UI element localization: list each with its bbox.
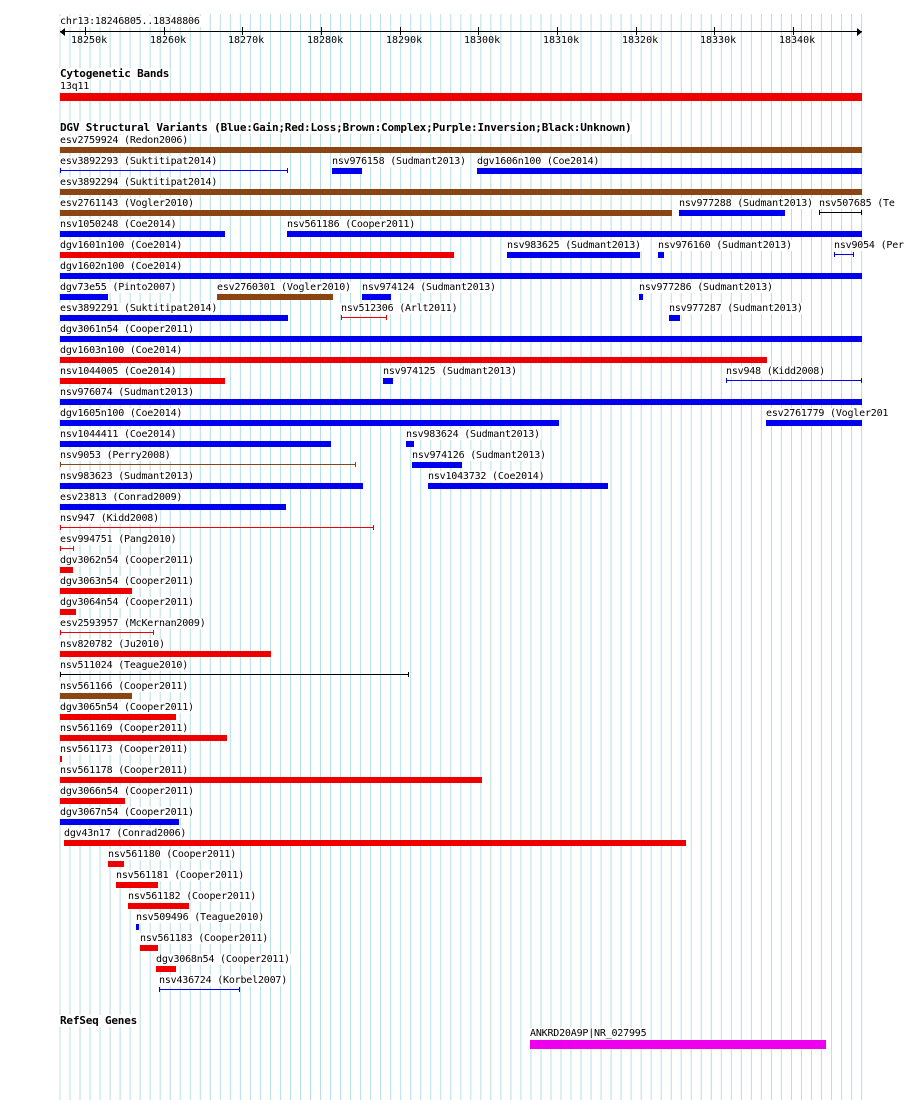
ruler-tick <box>242 27 243 35</box>
variant-bar[interactable] <box>60 210 672 216</box>
ruler-tick <box>478 27 479 35</box>
variant-bar[interactable] <box>60 420 559 426</box>
variant-label[interactable]: nsv512306 (Arlt2011) <box>341 303 458 314</box>
variant-label[interactable]: esv23813 (Conrad2009) <box>60 492 183 503</box>
variant-label[interactable]: dgv3066n54 (Cooper2011) <box>60 786 194 797</box>
variant-end-cap <box>60 546 61 551</box>
variant-bar[interactable] <box>362 294 391 300</box>
variant-bar[interactable] <box>60 273 862 279</box>
variant-bar[interactable] <box>60 170 288 171</box>
variant-end-cap <box>239 987 240 992</box>
variant-label[interactable]: nsv507685 (Te <box>819 198 895 209</box>
variant-bar[interactable] <box>60 357 767 363</box>
variant-label[interactable]: esv2761779 (Vogler201 <box>766 408 889 419</box>
ruler-tick <box>85 27 86 35</box>
ruler-tick <box>714 27 715 35</box>
variant-label[interactable]: dgv1606n100 (Coe2014) <box>477 156 600 167</box>
variant-bar[interactable] <box>60 714 176 720</box>
variant-label[interactable]: nsv1043732 (Coe2014) <box>428 471 545 482</box>
variant-label[interactable]: dgv3062n54 (Cooper2011) <box>60 555 194 566</box>
variant-label[interactable]: nsv561178 (Cooper2011) <box>60 765 189 776</box>
variant-bar[interactable] <box>60 609 76 615</box>
variant-label[interactable]: esv2593957 (McKernan2009) <box>60 618 206 629</box>
variant-bar[interactable] <box>60 567 73 573</box>
variant-label[interactable]: nsv983623 (Sudmant2013) <box>60 471 194 482</box>
variant-bar[interactable] <box>726 380 862 381</box>
variant-label[interactable]: dgv3061n54 (Cooper2011) <box>60 324 194 335</box>
variant-label[interactable]: esv3892291 (Suktitipat2014) <box>60 303 218 314</box>
variant-bar[interactable] <box>64 840 686 846</box>
variant-label[interactable]: nsv974125 (Sudmant2013) <box>383 366 517 377</box>
variant-bar[interactable] <box>477 168 862 174</box>
variant-label[interactable]: nsv561180 (Cooper2011) <box>108 849 237 860</box>
variant-end-cap <box>153 630 154 635</box>
scroll-right-arrow-icon[interactable] <box>857 28 862 36</box>
variant-bar[interactable] <box>383 378 393 384</box>
variant-label[interactable]: dgv3067n54 (Cooper2011) <box>60 807 194 818</box>
ruler-tick-label: 18250k <box>71 35 108 46</box>
variant-bar[interactable] <box>287 231 862 237</box>
variant-label[interactable]: nsv561186 (Cooper2011) <box>287 219 416 230</box>
cytoband-label: 13q11 <box>60 81 90 92</box>
variant-label[interactable]: dgv43n17 (Conrad2006) <box>64 828 187 839</box>
variant-bar[interactable] <box>658 252 664 258</box>
variant-bar[interactable] <box>60 588 132 594</box>
variant-end-cap <box>60 630 61 635</box>
variant-label[interactable]: nsv436724 (Korbel2007) <box>159 975 288 986</box>
variant-label[interactable]: esv2759924 (Redon2006) <box>60 135 189 146</box>
variant-bar[interactable] <box>639 294 643 300</box>
variant-bar[interactable] <box>159 989 240 990</box>
variant-label[interactable]: esv3892293 (Suktitipat2014) <box>60 156 218 167</box>
track-title-cytoband: Cytogenetic Bands <box>60 67 170 80</box>
variant-label[interactable]: nsv561183 (Cooper2011) <box>140 933 269 944</box>
variant-label[interactable]: dgv1601n100 (Coe2014) <box>60 240 183 251</box>
variant-bar[interactable] <box>679 210 785 216</box>
variant-label[interactable]: nsv561181 (Cooper2011) <box>116 870 245 881</box>
variant-end-cap <box>60 672 61 677</box>
variant-label[interactable]: nsv974124 (Sudmant2013) <box>362 282 496 293</box>
variant-bar[interactable] <box>60 483 363 489</box>
cytoband-bar[interactable] <box>60 93 862 101</box>
variant-bar[interactable] <box>766 420 862 426</box>
variant-bar[interactable] <box>140 945 158 951</box>
ruler-tick-label: 18330k <box>700 35 737 46</box>
variant-label[interactable]: esv994751 (Pang2010) <box>60 534 177 545</box>
ruler-location: chr13:18246805..18348806 <box>60 16 200 27</box>
variant-label[interactable]: nsv9053 (Perry2008) <box>60 450 171 461</box>
variant-bar[interactable] <box>60 632 154 633</box>
variant-bar[interactable] <box>60 693 132 699</box>
variant-label[interactable]: esv2761143 (Vogler2010) <box>60 198 194 209</box>
variant-bar[interactable] <box>507 252 640 258</box>
variant-end-cap <box>834 252 835 257</box>
variant-end-cap <box>819 210 820 215</box>
variant-bar[interactable] <box>156 966 176 972</box>
ruler-tick <box>557 27 558 35</box>
ruler-tick-label: 18300k <box>464 35 501 46</box>
variant-end-cap <box>373 525 374 530</box>
variant-label[interactable]: dgv3065n54 (Cooper2011) <box>60 702 194 713</box>
variant-label[interactable]: dgv1602n100 (Coe2014) <box>60 261 183 272</box>
variant-bar[interactable] <box>136 924 139 930</box>
track-title-refseq: RefSeq Genes <box>60 1014 138 1027</box>
variant-label[interactable]: dgv3068n54 (Cooper2011) <box>156 954 290 965</box>
variant-bar[interactable] <box>60 819 179 825</box>
variant-bar[interactable] <box>108 861 124 867</box>
variant-label[interactable]: nsv1044411 (Coe2014) <box>60 429 177 440</box>
variant-label[interactable]: nsv947 (Kidd2008) <box>60 513 159 524</box>
variant-label[interactable]: esv3892294 (Suktitipat2014) <box>60 177 218 188</box>
scroll-left-arrow-icon[interactable] <box>60 28 65 36</box>
ruler-tick-label: 18340k <box>779 35 816 46</box>
variant-label[interactable]: dgv1603n100 (Coe2014) <box>60 345 183 356</box>
variant-label[interactable]: nsv1050248 (Coe2014) <box>60 219 177 230</box>
variant-bar[interactable] <box>217 294 333 300</box>
variant-label[interactable]: esv2760301 (Vogler2010) <box>217 282 351 293</box>
variant-end-cap <box>355 462 356 467</box>
variant-label[interactable]: dgv73e55 (Pinto2007) <box>60 282 177 293</box>
variant-label[interactable]: nsv820782 (Ju2010) <box>60 639 165 650</box>
track-title-dgv: DGV Structural Variants (Blue:Gain;Red:Loss;Brown:Complex;Purple:Inversion;Black:Unknown) <box>60 121 632 134</box>
variant-bar[interactable] <box>341 317 387 318</box>
ruler-axis <box>60 31 862 32</box>
ruler-tick-label: 18290k <box>386 35 423 46</box>
variant-end-cap <box>60 168 61 173</box>
variant-end-cap <box>408 672 409 677</box>
variant-label[interactable]: nsv561169 (Cooper2011) <box>60 723 189 734</box>
variant-label[interactable]: nsv948 (Kidd2008) <box>726 366 825 377</box>
variant-bar[interactable] <box>60 147 862 153</box>
variant-label[interactable]: dgv3064n54 (Cooper2011) <box>60 597 194 608</box>
variant-bar[interactable] <box>406 441 414 447</box>
variant-label[interactable]: nsv509496 (Teague2010) <box>136 912 265 923</box>
variant-bar[interactable] <box>116 882 158 888</box>
ruler-tick <box>164 27 165 35</box>
variant-end-cap <box>159 987 160 992</box>
variant-end-cap <box>853 252 854 257</box>
variant-bar[interactable] <box>60 294 108 300</box>
variant-bar[interactable] <box>60 189 862 195</box>
variant-end-cap <box>386 315 387 320</box>
variant-end-cap <box>726 378 727 383</box>
variant-end-cap <box>73 546 74 551</box>
variant-bar[interactable] <box>60 231 225 237</box>
variant-bar[interactable] <box>60 674 409 675</box>
variant-label[interactable]: nsv976074 (Sudmant2013) <box>60 387 194 398</box>
ruler-tick-label: 18320k <box>622 35 659 46</box>
variant-label[interactable]: nsv977288 (Sudmant2013) <box>679 198 813 209</box>
variant-bar[interactable] <box>332 168 362 174</box>
variant-label[interactable]: nsv561166 (Cooper2011) <box>60 681 189 692</box>
variant-bar[interactable] <box>60 399 862 405</box>
variant-label[interactable]: nsv977286 (Sudmant2013) <box>639 282 773 293</box>
variant-end-cap <box>60 525 61 530</box>
variant-label[interactable]: nsv561173 (Cooper2011) <box>60 744 189 755</box>
variant-label[interactable]: dgv3063n54 (Cooper2011) <box>60 576 194 587</box>
variant-bar[interactable] <box>60 651 271 657</box>
variant-bar[interactable] <box>60 464 356 465</box>
ruler-tick <box>793 27 794 35</box>
ruler-tick <box>636 27 637 35</box>
variant-bar[interactable] <box>60 378 225 384</box>
gene-label[interactable]: ANKRD20A9P|NR_027995 <box>530 1028 647 1039</box>
variant-bar[interactable] <box>60 336 862 342</box>
gene-bar[interactable] <box>530 1040 826 1049</box>
variant-end-cap <box>287 168 288 173</box>
variant-label[interactable]: nsv1044005 (Coe2014) <box>60 366 177 377</box>
ruler-tick-label: 18270k <box>228 35 265 46</box>
variant-label[interactable]: nsv511024 (Teague2010) <box>60 660 189 671</box>
variant-bar[interactable] <box>669 315 680 321</box>
variant-bar[interactable] <box>428 483 608 489</box>
ruler-tick <box>400 27 401 35</box>
variant-label[interactable]: nsv983624 (Sudmant2013) <box>406 429 540 440</box>
variant-bar[interactable] <box>60 441 331 447</box>
variant-end-cap <box>861 378 862 383</box>
ruler-tick-label: 18280k <box>307 35 344 46</box>
ruler-tick-label: 18310k <box>543 35 580 46</box>
variant-label[interactable]: nsv976160 (Sudmant2013) <box>658 240 792 251</box>
variant-bar[interactable] <box>412 462 462 468</box>
variant-end-cap <box>861 210 862 215</box>
variant-bar[interactable] <box>60 315 288 321</box>
variant-label[interactable]: dgv1605n100 (Coe2014) <box>60 408 183 419</box>
variant-bar[interactable] <box>60 548 74 549</box>
variant-bar[interactable] <box>60 735 227 741</box>
variant-end-cap <box>60 462 61 467</box>
ruler-tick <box>321 27 322 35</box>
variant-bar[interactable] <box>834 254 854 255</box>
variant-label[interactable]: nsv561182 (Cooper2011) <box>128 891 257 902</box>
variant-bar[interactable] <box>128 903 189 909</box>
variant-bar[interactable] <box>60 527 374 528</box>
ruler-tick-label: 18260k <box>150 35 187 46</box>
variant-label[interactable]: nsv977287 (Sudmant2013) <box>669 303 803 314</box>
variant-bar[interactable] <box>819 212 862 213</box>
variant-label[interactable]: nsv9054 (Per <box>834 240 904 251</box>
variant-bar[interactable] <box>60 252 454 258</box>
variant-end-cap <box>341 315 342 320</box>
variant-bar[interactable] <box>60 756 62 762</box>
variant-bar[interactable] <box>60 777 482 783</box>
variant-label[interactable]: nsv976158 (Sudmant2013) <box>332 156 466 167</box>
variant-bar[interactable] <box>60 798 125 804</box>
variant-label[interactable]: nsv983625 (Sudmant2013) <box>507 240 641 251</box>
variant-bar[interactable] <box>60 504 286 510</box>
variant-label[interactable]: nsv974126 (Sudmant2013) <box>412 450 546 461</box>
